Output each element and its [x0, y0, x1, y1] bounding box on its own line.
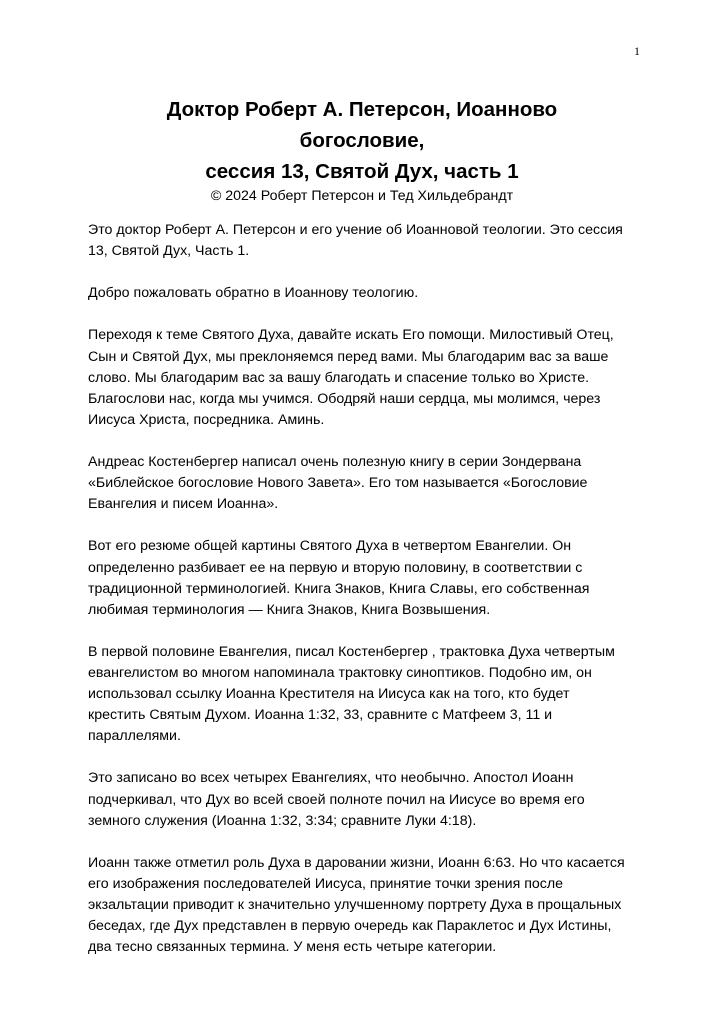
text-line: Сын и Святой Дух, мы преклоняемся перед вами. Мы благодарим вас за ваше [88, 348, 609, 365]
text-line: определенно разбивает ее на первую и вторую половину, в соответствии с [88, 559, 583, 576]
text-line: В первой половине Евангелия, писал Костенбергер , трактовка Духа четвертым [88, 643, 615, 660]
text-line: Вот его резюме общей картины Святого Духа в четвертом Евангелии. Он [88, 538, 572, 555]
paragraph-2 [88, 283, 648, 304]
text-line: два тесно связанных термина. У меня есть четыре категории. [88, 939, 497, 956]
text-line: евангелистом во многом напоминала трактовку синоптиков. Подобно им, он [88, 664, 592, 681]
text-line: параллелями. [88, 728, 181, 745]
text-line: Это доктор Роберт А. Петерсон и его учение об Иоанновой теологии. Это сессия [88, 222, 623, 238]
paragraph-5 [88, 536, 648, 620]
text-line: земного служения (Иоанна 1:32, 3:34; сравните Луки 4:18). [88, 812, 477, 829]
text-line: «Библейское богословие Нового Завета». Его том называется «Богословие [88, 475, 588, 492]
title-line-3: сессия 13, Святой Дух, часть 1 [205, 160, 519, 183]
text-line: его изображения последователей Иисуса, принятие точки зрения после [88, 875, 564, 892]
copyright-notice: © 2024 Роберт Петерсон и Тед Хильдебрандт [210, 188, 514, 204]
paragraph-4 [88, 452, 648, 515]
text-line: Переходя к теме Святого Духа, давайте искать Его помощи. Милостивый Отец, [88, 327, 614, 344]
text-line: Благослови нас, когда мы учимся. Ободряй наши сердца, мы молимся, через [88, 390, 601, 407]
text-line: подчеркивал, что Дух во всей своей полноте почил на Иисусе во время его [88, 791, 585, 808]
text-line: Иисуса Христа, посредника. Аминь. [88, 411, 325, 428]
text-line: экзальтации приводит к значительно улучшенному портрету Духа в прощальных [88, 897, 622, 913]
text-line: 13, Святой Дух, Часть 1. [88, 243, 250, 260]
paragraph-7 [88, 768, 648, 831]
paragraph-8 [88, 853, 648, 958]
text-line: любимая терминология — Книга Знаков, Книга Возвышения. [88, 601, 491, 618]
title-line-1: Доктор Роберт А. Петерсон, Иоанново [166, 98, 558, 121]
text-line: традиционной терминологией. Книга Знаков, Книга Славы, его собственная [88, 580, 590, 597]
text-line: Иоанн также отметил роль Духа в даровании жизни, Иоанн 6:63. Но что касается [88, 854, 625, 871]
text-line: Добро пожаловать обратно в Иоаннову теологию. [88, 285, 419, 302]
page-number: 1 [634, 44, 640, 58]
title-line-2: богословие, [299, 129, 425, 152]
text-line: слово. Мы благодарим вас за вашу благодать и спасение только во Христе. [88, 369, 590, 386]
paragraph-3 [88, 325, 648, 430]
text-line: крестить Святым Духом. Иоанна 1:32, 33, сравните с Матфеем 3, 11 и [88, 707, 553, 724]
text-line: Евангелия и писем Иоанна». [88, 496, 279, 513]
document-body [88, 220, 648, 979]
paragraph-6 [88, 642, 648, 747]
text-line: беседах, где Дух представлен в первую очередь как Параклетос и Дух Истины, [88, 918, 612, 935]
text-line: Это записано во всех четырех Евангелиях, что необычно. Апостол Иоанн [88, 770, 574, 787]
text-line: использовал ссылку Иоанна Крестителя на Иисуса как на того, кто будет [88, 686, 570, 703]
paragraph-1 [88, 220, 648, 262]
text-line: Андреас Костенбергер написал очень полезную книгу в серии Зондервана [88, 454, 582, 471]
document-header [0, 94, 724, 206]
